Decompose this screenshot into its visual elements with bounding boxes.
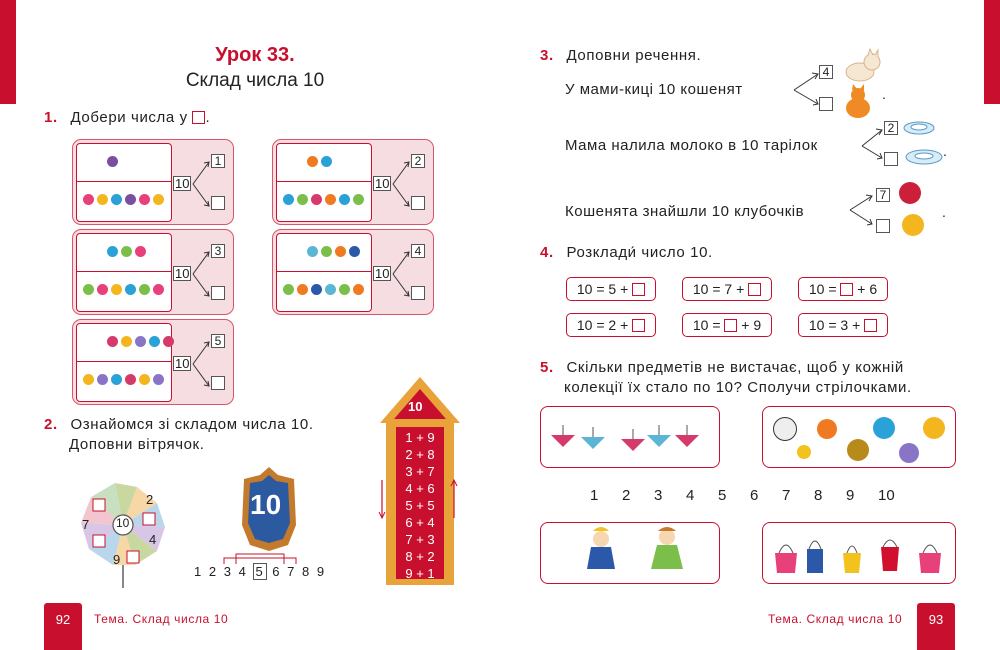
task1-end: . [205,109,211,126]
object-icon [339,284,350,295]
lesson-subtitle: Склад числа 10 [185,70,325,91]
number-line-highlight: 5 [255,564,265,579]
object-icon [149,336,160,347]
pinwheel-center: 10 [116,516,130,530]
decomposition-card [272,229,434,315]
ball-icon [873,417,895,439]
object-icon [353,194,364,205]
task5-heading [540,358,912,398]
object-icon [339,194,350,205]
number-line-item: 2 [208,564,219,579]
task3-sentence: Мама налила молоко в 10 тарілок [565,137,818,154]
equation-text: 10 = [692,317,725,333]
card-answer-box[interactable] [211,286,225,300]
task1-text: Добери числа у [70,109,188,126]
object-icon [325,194,336,205]
task5-line2: колекції їх стало по 10? Сполучи стрілочками. [564,379,912,396]
object-icon [107,336,118,347]
pinwheel-value: 7 [82,517,90,532]
decomposition-card [272,139,434,225]
task2-line2: Доповни вітрячок. [69,436,205,453]
task2-number: 2. [44,416,58,433]
house-row: 8 + 2 [405,549,435,564]
object-icon [83,194,94,205]
object-icon [311,284,322,295]
object-icon [325,284,336,295]
task3-answer-box[interactable] [876,219,890,233]
task4-number: 4. [540,244,554,261]
card-picture [76,143,172,222]
spinning-tops-icon [541,407,719,467]
card-answer-box[interactable] [211,196,225,210]
task4-heading [540,243,713,263]
equation-pill [566,313,656,337]
task2-line1: Ознайомся зі складом числа 10. [70,416,314,433]
object-icon [307,246,318,257]
task5-number-option[interactable]: 4 [686,487,695,504]
equation-text: 10 = 2 + [576,317,633,333]
task5-number-option[interactable]: 1 [590,487,599,504]
card-total: 10 [375,176,390,191]
object-icon [153,284,164,295]
equation-answer-box[interactable] [748,283,761,296]
card-answer-box[interactable] [411,286,425,300]
object-icon [125,374,136,385]
plate-icon [904,148,944,166]
decomposition-card [72,229,234,315]
equation-pill [682,313,772,337]
object-icon [83,284,94,295]
object-icon [139,284,150,295]
task5-number-option[interactable]: 3 [654,487,663,504]
task3-given: 2 [884,121,898,135]
number-line-item: 1 [194,564,204,579]
card-total: 10 [375,266,390,281]
page-number-left: 92 [44,603,82,650]
task3-answer-box[interactable] [884,152,898,166]
card-total: 10 [175,356,190,371]
task3-text: Доповни речення. [566,47,702,64]
task3-given: 7 [876,188,890,202]
object-icon [97,194,108,205]
kitten-white-icon [838,46,884,86]
object-icon [283,284,294,295]
task5-number-option[interactable]: 6 [750,487,759,504]
task5-line1: Скільки предметів не вистачає, щоб у кожній [566,359,904,376]
object-icon [335,246,346,257]
house-roof-number: 10 [408,399,423,414]
equation-text: 10 = [808,281,841,297]
object-icon [353,284,364,295]
task5-number-option[interactable]: 5 [718,487,727,504]
object-icon [297,194,308,205]
card-answer-box[interactable] [411,196,425,210]
equation-answer-box[interactable] [724,319,737,332]
ball-icon [817,419,837,439]
house-row: 6 + 4 [405,515,435,530]
house-row: 1 + 9 [405,430,435,445]
pinwheel [70,470,180,590]
card-picture [76,233,172,312]
object-icon [83,374,94,385]
object-icon [121,246,132,257]
object-icon [153,374,164,385]
number-line-item: 6 [272,564,282,579]
equation-text: + 6 [853,281,878,297]
object-icon [311,194,322,205]
object-icon [163,336,174,347]
decomposition-card [72,319,234,405]
house-row: 2 + 8 [405,447,435,462]
object-icon [139,374,150,385]
house-row: 4 + 6 [405,481,435,496]
card-given: 1 [211,154,225,168]
task5-number: 5. [540,359,554,376]
footer-topic-right: Тема. Склад числа 10 [768,612,903,626]
decomposition-card [72,139,234,225]
plate-icon [902,120,936,136]
task5-number-option[interactable]: 2 [622,487,631,504]
equation-text: 10 = 7 + [692,281,749,297]
task3-given: 4 [819,65,833,79]
left-edge-tab [0,0,16,104]
kitten-orange-icon [840,84,876,122]
object-icon [111,374,122,385]
equation-pill [798,313,888,337]
task3-sentence: Кошенята знайшли 10 клубочків [565,203,805,220]
ball-icon [797,445,811,459]
object-icon [307,156,318,167]
equation-pill [566,277,656,301]
equation-pill [798,277,888,301]
dolls-icon [541,523,719,583]
ball-icon [899,443,919,463]
number-line-item: 9 [316,564,327,579]
pinwheel-value: 9 [113,552,121,567]
object-icon [283,194,294,205]
number-line-brackets [196,552,326,566]
house-arrows [376,476,466,522]
pinwheel-value: 4 [149,532,157,547]
house-row: 5 + 5 [405,498,435,513]
object-icon [97,374,108,385]
number-line-item: 8 [302,564,312,579]
task5-number-option[interactable]: 9 [846,487,855,504]
lesson-title: Урок 33. [215,44,295,66]
ball-icon [847,439,869,461]
equation-text: 10 = 3 + [808,317,865,333]
equation-text: + 9 [737,317,762,333]
card-picture [276,143,372,222]
card-picture [276,233,372,312]
object-icon [111,284,122,295]
equation-answer-box[interactable] [864,319,877,332]
object-icon [135,246,146,257]
yarn-yellow-icon [902,214,924,236]
answer-square-icon [192,111,205,124]
page-number-right: 93 [917,603,955,650]
collection-tops[interactable] [540,406,720,468]
ball-icon [773,417,797,441]
number-line-item: 3 [223,564,233,579]
task1-number: 1. [44,109,58,126]
task5-number-option[interactable]: 8 [814,487,823,504]
object-icon [125,194,136,205]
object-icon [111,194,122,205]
object-icon [135,336,146,347]
equation-text: 10 = 5 + [576,281,633,297]
equation-answer-box[interactable] [632,319,645,332]
pinwheel-value: 2 [146,492,154,507]
card-given: 4 [411,244,425,258]
house-row: 9 + 1 [405,566,435,581]
task1-heading [44,108,210,128]
equation-answer-box[interactable] [840,283,853,296]
task3-heading [540,46,701,66]
task3-number: 3. [540,47,554,64]
task3-answer-box[interactable] [819,97,833,111]
footer-topic-left: Тема. Склад числа 10 [94,612,229,626]
object-icon [321,156,332,167]
card-total: 10 [175,266,190,281]
object-icon [349,246,360,257]
object-icon [107,156,118,167]
number-line [194,564,326,579]
object-icon [153,194,164,205]
object-icon [107,246,118,257]
card-given: 2 [411,154,425,168]
handbags-icon [763,523,955,583]
yarn-red-icon [899,182,921,204]
card-answer-box[interactable] [211,376,225,390]
object-icon [139,194,150,205]
task3-sentence: У мами-киці 10 кошенят [565,81,743,98]
card-given: 5 [211,334,225,348]
equation-answer-box[interactable] [632,283,645,296]
card-given: 3 [211,244,225,258]
collection-bags[interactable] [762,522,956,584]
card-total: 10 [175,176,190,191]
collection-balls[interactable] [762,406,956,468]
object-icon [321,246,332,257]
house-row: 7 + 3 [405,532,435,547]
task2-heading [44,415,314,455]
task4-text: Розклади́ число 10. [566,244,713,261]
task5-number-option[interactable]: 10 [878,487,895,504]
object-icon [125,284,136,295]
plaque [238,463,300,555]
equation-pill [682,277,772,301]
ball-icon [923,417,945,439]
card-picture [76,323,172,402]
plaque-number: 10 [250,489,282,520]
task5-number-option[interactable]: 7 [782,487,791,504]
object-icon [121,336,132,347]
collection-dolls[interactable] [540,522,720,584]
number-line-item: 7 [287,564,297,579]
lesson-header [160,44,350,92]
object-icon [97,284,108,295]
period: . [943,143,947,159]
task5-numbers [590,487,910,504]
period: . [882,86,886,102]
number-line-item: 4 [238,564,248,579]
object-icon [297,284,308,295]
house-row: 3 + 7 [405,464,435,479]
right-edge-tab [984,0,1000,104]
period: . [942,204,946,220]
